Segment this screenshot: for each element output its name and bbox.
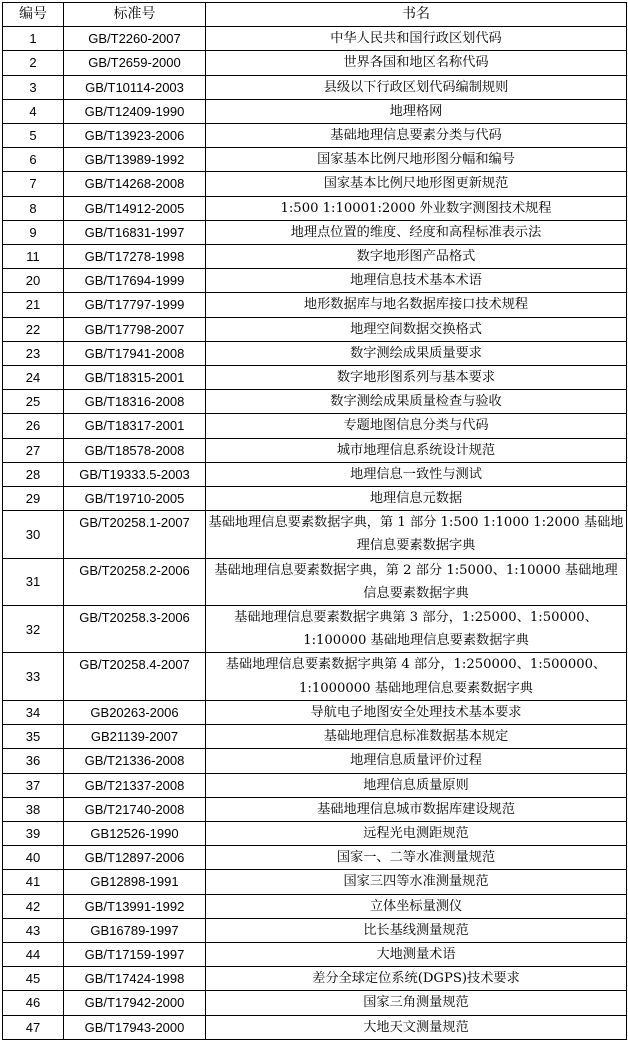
row-number-cell: 32 [3, 606, 64, 653]
table-row [3, 725, 627, 749]
row-number-cell: 43 [3, 918, 64, 942]
table-row [3, 99, 627, 123]
table-row [3, 894, 627, 918]
book-title-cell: 世界各国和地区名称代码 [206, 51, 627, 75]
standard-number-cell: GB/T17943-2000 [64, 1015, 206, 1039]
book-title-cell: 数字地形图系列与基本要求 [206, 366, 627, 390]
table-row [3, 196, 627, 220]
table-row [3, 390, 627, 414]
standard-number-cell: GB/T20258.2-2006 [64, 558, 206, 605]
row-number-cell: 24 [3, 366, 64, 390]
book-title-cell: 中华人民共和国行政区划代码 [206, 27, 627, 51]
table-row [3, 317, 627, 341]
table-row [3, 967, 627, 991]
table-row [3, 366, 627, 390]
standards-table [2, 2, 627, 1040]
table-row [3, 942, 627, 966]
row-number-cell: 4 [3, 99, 64, 123]
book-title-cell: 立体坐标量测仪 [206, 894, 627, 918]
row-number-cell: 35 [3, 725, 64, 749]
standard-number-cell: GB/T19710-2005 [64, 487, 206, 511]
table-row [3, 918, 627, 942]
table-row [3, 749, 627, 773]
standard-number-cell: GB/T13923-2006 [64, 124, 206, 148]
table-row [3, 245, 627, 269]
table-row [3, 558, 627, 605]
table-row [3, 773, 627, 797]
standard-number-cell: GB16789-1997 [64, 918, 206, 942]
standard-number-cell: GB/T18316-2008 [64, 390, 206, 414]
row-number-cell: 38 [3, 797, 64, 821]
row-number-cell: 30 [3, 511, 64, 558]
book-title-cell: 国家三角测量规范 [206, 991, 627, 1015]
standard-number-cell: GB/T17798-2007 [64, 317, 206, 341]
book-title-cell: 地理点位置的维度、经度和高程标准表示法 [206, 220, 627, 244]
standard-number-cell: GB/T21336-2008 [64, 749, 206, 773]
row-number-cell: 7 [3, 172, 64, 196]
book-title-cell: 专题地图信息分类与代码 [206, 414, 627, 438]
book-title-cell: 基础地理信息要素数据字典，第 2 部分 1:5000、1:10000 基础地理信息要素数据字典 [206, 558, 627, 605]
book-title-cell: 比长基线测量规范 [206, 918, 627, 942]
standard-number-cell: GB/T10114-2003 [64, 75, 206, 99]
book-title-cell: 数字地形图产品格式 [206, 245, 627, 269]
standard-number-cell: GB/T2659-2000 [64, 51, 206, 75]
table-row [3, 606, 627, 653]
row-number-cell: 28 [3, 462, 64, 486]
standard-number-cell: GB/T13989-1992 [64, 148, 206, 172]
table-row [3, 293, 627, 317]
table-row [3, 700, 627, 724]
standard-number-cell: GB/T16831-1997 [64, 220, 206, 244]
book-title-cell: 地理信息技术基本术语 [206, 269, 627, 293]
book-title-cell: 大地天文测量规范 [206, 1015, 627, 1039]
book-title-cell: 城市地理信息系统设计规范 [206, 438, 627, 462]
standard-number-cell: GB12898-1991 [64, 870, 206, 894]
book-title-cell: 数字测绘成果质量检查与验收 [206, 390, 627, 414]
book-title-cell: 县级以下行政区划代码编制规则 [206, 75, 627, 99]
standard-number-cell: GB/T12409-1990 [64, 99, 206, 123]
book-title-cell: 基础地理信息要素数据字典，第 1 部分 1:500 1:1000 1:2000 基础地理信息要素数据字典 [206, 511, 627, 558]
row-number-cell: 47 [3, 1015, 64, 1039]
table-row [3, 462, 627, 486]
row-number-cell: 40 [3, 846, 64, 870]
book-title-cell: 地理信息一致性与测试 [206, 462, 627, 486]
table-row [3, 653, 627, 700]
column-header-title: 书名 [206, 3, 627, 27]
column-header-standard: 标准号 [64, 3, 206, 27]
standard-number-cell: GB/T18315-2001 [64, 366, 206, 390]
row-number-cell: 34 [3, 700, 64, 724]
table-row [3, 438, 627, 462]
book-title-cell: 基础地理信息要素数据字典第 3 部分，1:25000、1:50000、1:100000 基础地理信息要素数据字典 [206, 606, 627, 653]
book-title-cell: 导航电子地图安全处理技术基本要求 [206, 700, 627, 724]
table-row [3, 220, 627, 244]
book-title-cell: 地理信息元数据 [206, 487, 627, 511]
table-row [3, 414, 627, 438]
table-row [3, 1015, 627, 1039]
row-number-cell: 9 [3, 220, 64, 244]
row-number-cell: 39 [3, 821, 64, 845]
standard-number-cell: GB/T19333.5-2003 [64, 462, 206, 486]
row-number-cell: 25 [3, 390, 64, 414]
book-title-cell: 1:500 1:10001:2000 外业数字测图技术规程 [206, 196, 627, 220]
book-title-cell: 地理格网 [206, 99, 627, 123]
table-row [3, 797, 627, 821]
table-row [3, 172, 627, 196]
row-number-cell: 23 [3, 341, 64, 365]
table-row [3, 870, 627, 894]
table-row [3, 124, 627, 148]
book-title-cell: 远程光电测距规范 [206, 821, 627, 845]
book-title-cell: 国家基本比例尺地形图更新规范 [206, 172, 627, 196]
standard-number-cell: GB/T12897-2006 [64, 846, 206, 870]
row-number-cell: 27 [3, 438, 64, 462]
table-row [3, 27, 627, 51]
book-title-cell: 地理信息质量原则 [206, 773, 627, 797]
standard-number-cell: GB/T14268-2008 [64, 172, 206, 196]
row-number-cell: 6 [3, 148, 64, 172]
row-number-cell: 21 [3, 293, 64, 317]
table-row [3, 51, 627, 75]
table-row [3, 148, 627, 172]
header-row [3, 3, 627, 27]
standard-number-cell: GB/T21740-2008 [64, 797, 206, 821]
standard-number-cell: GB/T17942-2000 [64, 991, 206, 1015]
row-number-cell: 22 [3, 317, 64, 341]
book-title-cell: 基础地理信息标准数据基本规定 [206, 725, 627, 749]
table-row [3, 269, 627, 293]
row-number-cell: 20 [3, 269, 64, 293]
row-number-cell: 42 [3, 894, 64, 918]
standard-number-cell: GB/T17159-1997 [64, 942, 206, 966]
book-title-cell: 差分全球定位系统(DGPS)技术要求 [206, 967, 627, 991]
standard-number-cell: GB20263-2006 [64, 700, 206, 724]
row-number-cell: 36 [3, 749, 64, 773]
book-title-cell: 国家基本比例尺地形图分幅和编号 [206, 148, 627, 172]
standard-number-cell: GB/T14912-2005 [64, 196, 206, 220]
row-number-cell: 46 [3, 991, 64, 1015]
standard-number-cell: GB/T17278-1998 [64, 245, 206, 269]
row-number-cell: 26 [3, 414, 64, 438]
standard-number-cell: GB/T20258.3-2006 [64, 606, 206, 653]
book-title-cell: 地形数据库与地名数据库接口技术规程 [206, 293, 627, 317]
table-body [3, 27, 627, 1040]
row-number-cell: 29 [3, 487, 64, 511]
standard-number-cell: GB/T17424-1998 [64, 967, 206, 991]
table-row [3, 341, 627, 365]
standard-number-cell: GB/T17797-1999 [64, 293, 206, 317]
standard-number-cell: GB12526-1990 [64, 821, 206, 845]
table-row [3, 991, 627, 1015]
row-number-cell: 2 [3, 51, 64, 75]
row-number-cell: 45 [3, 967, 64, 991]
book-title-cell: 大地测量术语 [206, 942, 627, 966]
book-title-cell: 基础地理信息城市数据库建设规范 [206, 797, 627, 821]
standard-number-cell: GB/T21337-2008 [64, 773, 206, 797]
row-number-cell: 8 [3, 196, 64, 220]
row-number-cell: 41 [3, 870, 64, 894]
row-number-cell: 37 [3, 773, 64, 797]
book-title-cell: 基础地理信息要素分类与代码 [206, 124, 627, 148]
column-header-number: 编号 [3, 3, 64, 27]
standard-number-cell: GB/T17941-2008 [64, 341, 206, 365]
row-number-cell: 1 [3, 27, 64, 51]
book-title-cell: 国家一、二等水准测量规范 [206, 846, 627, 870]
book-title-cell: 数字测绘成果质量要求 [206, 341, 627, 365]
standard-number-cell: GB/T17694-1999 [64, 269, 206, 293]
row-number-cell: 3 [3, 75, 64, 99]
book-title-cell: 国家三四等水准测量规范 [206, 870, 627, 894]
row-number-cell: 44 [3, 942, 64, 966]
row-number-cell: 31 [3, 558, 64, 605]
standard-number-cell: GB/T18317-2001 [64, 414, 206, 438]
standard-number-cell: GB/T20258.4-2007 [64, 653, 206, 700]
row-number-cell: 33 [3, 653, 64, 700]
standard-number-cell: GB/T2260-2007 [64, 27, 206, 51]
table-row [3, 511, 627, 558]
book-title-cell: 地理空间数据交换格式 [206, 317, 627, 341]
standard-number-cell: GB/T20258.1-2007 [64, 511, 206, 558]
table-row [3, 846, 627, 870]
table-row [3, 75, 627, 99]
row-number-cell: 11 [3, 245, 64, 269]
row-number-cell: 5 [3, 124, 64, 148]
standard-number-cell: GB21139-2007 [64, 725, 206, 749]
book-title-cell: 基础地理信息要素数据字典第 4 部分，1:250000、1:500000、1:1000000 基础地理信息要素数据字典 [206, 653, 627, 700]
book-title-cell: 地理信息质量评价过程 [206, 749, 627, 773]
standard-number-cell: GB/T13991-1992 [64, 894, 206, 918]
standard-number-cell: GB/T18578-2008 [64, 438, 206, 462]
table-row [3, 821, 627, 845]
standards-sheet [2, 2, 627, 1040]
table-row [3, 487, 627, 511]
